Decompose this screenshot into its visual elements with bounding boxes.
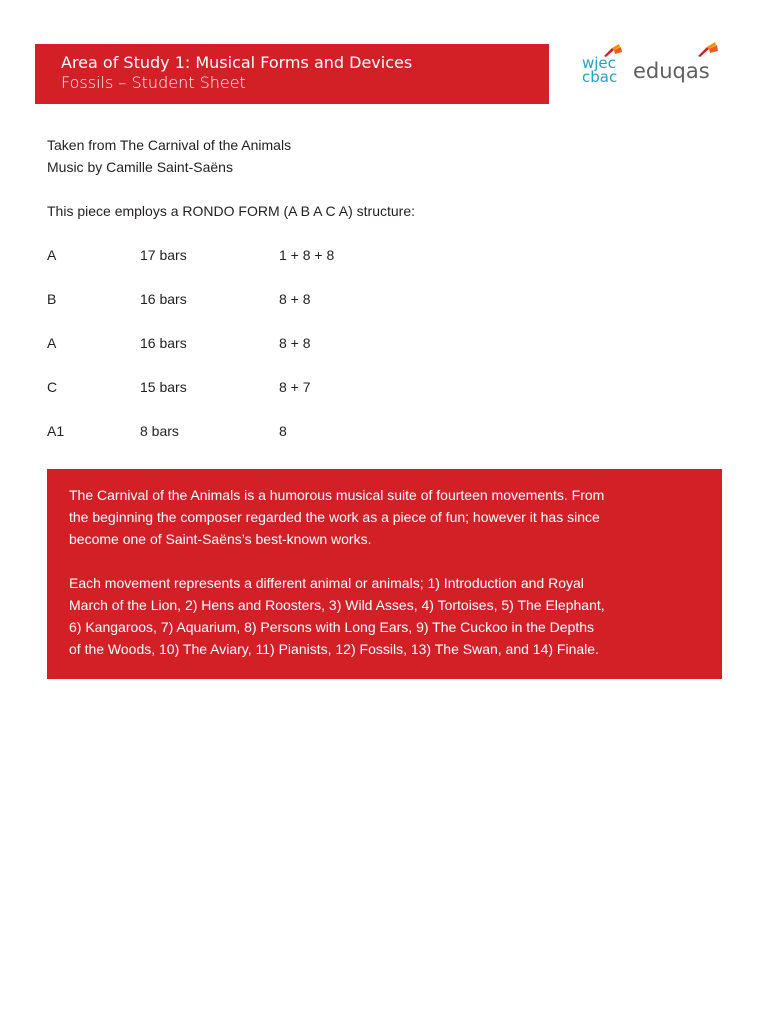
section-label: A [47, 247, 57, 263]
structure-row [47, 244, 447, 266]
composer-line: Music by Camille Saint-Saëns [47, 159, 233, 175]
phrase-structure: 8 + 8 [279, 291, 311, 307]
bar-count: 15 bars [140, 379, 187, 395]
eduqas-book-icon [696, 42, 722, 58]
bar-count: 16 bars [140, 335, 187, 351]
structure-row [47, 420, 447, 442]
wjec-text: wjec [582, 54, 616, 72]
bar-count: 8 bars [140, 423, 179, 439]
section-label: C [47, 379, 58, 395]
bar-count: 16 bars [140, 291, 187, 307]
phrase-structure: 8 [279, 423, 287, 439]
phrase-structure: 1 + 8 + 8 [279, 247, 335, 263]
cbac-text: cbac [582, 68, 618, 86]
section-label: A1 [47, 423, 65, 439]
structure-row [47, 376, 447, 398]
info-paragraph-movements: Each movement represents a different animal or animals; 1) Introduction and Royal March of the Lion, 2) Hens and Roosters, 3) Wild Asses, 4) Tortoises, 5) The Elephant, 6) Kangaroos, 7) Aquarium, 8) Persons with Long Ears, 9) The Cuckoo in the Depths of the Woods, 10) The Aviary, 11) Pianists, 12) Fossils, 13) The Swan, and 14) Finale. [69, 575, 605, 657]
header-banner [35, 44, 549, 104]
structure-row [47, 288, 447, 310]
phrase-structure: 8 + 8 [279, 335, 311, 351]
eduqas-wordmark: eduqas [633, 59, 710, 83]
structure-row [47, 332, 447, 354]
structure-statement: This piece employs a RONDO FORM (A B A C A) structure: [47, 203, 415, 219]
info-paragraph-suite: The Carnival of the Animals is a humorous musical suite of fourteen movements. From the beginning the composer regarded the work as a piece of fun; however it has since become one of Saint-Saëns’s best-known works. [69, 487, 605, 547]
bar-count: 17 bars [140, 247, 187, 263]
wjec-cbac-wordmark [582, 56, 617, 84]
wjec-eduqas-logo [578, 42, 728, 92]
section-label: B [47, 291, 57, 307]
page-title: Area of Study 1: Musical Forms and Devices [61, 53, 413, 72]
page-subtitle: Fossils – Student Sheet [61, 73, 246, 92]
section-label: A [47, 335, 57, 351]
source-line: Taken from The Carnival of the Animals [47, 137, 292, 153]
phrase-structure: 8 + 7 [279, 379, 311, 395]
info-box [47, 469, 722, 679]
